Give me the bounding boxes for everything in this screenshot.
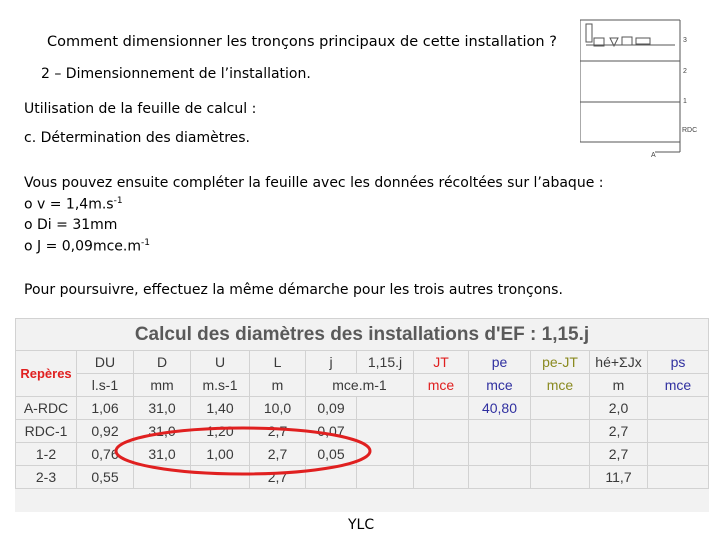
diameter-table xyxy=(15,318,709,489)
cell-ps xyxy=(648,466,709,489)
col-jt: JT xyxy=(414,351,469,374)
question-title: Comment dimensionner les tronçons principaux de cette installation ? xyxy=(47,34,557,50)
bullet-diameter: o Di = 31mm xyxy=(24,217,118,233)
table-row xyxy=(16,420,709,443)
cell-jt xyxy=(414,397,469,420)
intro-text: Vous pouvez ensuite compléter la feuille avec les données récoltées sur l’abaque : xyxy=(24,175,604,191)
cell-j115 xyxy=(357,420,414,443)
schematic-label-1: 1 xyxy=(683,98,687,105)
col-j: j xyxy=(306,351,357,374)
cell-du: 0,55 xyxy=(77,466,134,489)
col-pejt: pe-JT xyxy=(531,351,590,374)
cell-u xyxy=(191,466,250,489)
cell-du: 0,92 xyxy=(77,420,134,443)
cell-rep: RDC-1 xyxy=(16,420,77,443)
cell-hej: 2,7 xyxy=(590,443,648,466)
cell-j: 0,07 xyxy=(306,420,357,443)
col-j115: 1,15.j xyxy=(357,351,414,374)
unit-jt: mce xyxy=(414,374,469,397)
cell-ps xyxy=(648,443,709,466)
building-schematic xyxy=(580,18,700,162)
cell-du: 0,76 xyxy=(77,443,134,466)
cell-rep: A-RDC xyxy=(16,397,77,420)
table-unit-row xyxy=(16,374,709,397)
schematic-label-2: 2 xyxy=(683,68,687,75)
cell-pejt xyxy=(531,420,590,443)
cell-j xyxy=(306,466,357,489)
unit-pe: mce xyxy=(469,374,531,397)
determination-heading: c. Détermination des diamètres. xyxy=(24,130,250,146)
cell-u: 1,00 xyxy=(191,443,250,466)
table-row xyxy=(16,397,709,420)
cell-d xyxy=(134,466,191,489)
cell-u: 1,40 xyxy=(191,397,250,420)
cell-d: 31,0 xyxy=(134,443,191,466)
col-l: L xyxy=(250,351,306,374)
cell-l: 2,7 xyxy=(250,420,306,443)
continue-text: Pour poursuivre, effectuez la même démarche pour les trois autres tronçons. xyxy=(24,282,563,298)
table-header-row xyxy=(16,351,709,374)
cell-j115 xyxy=(357,466,414,489)
unit-u: m.s-1 xyxy=(191,374,250,397)
cell-pe: 40,80 xyxy=(469,397,531,420)
cell-jt xyxy=(414,420,469,443)
cell-d: 31,0 xyxy=(134,397,191,420)
calculation-sheet xyxy=(15,318,709,512)
cell-jt xyxy=(414,443,469,466)
col-reperes: Repères xyxy=(16,351,77,397)
schematic-label-a: A xyxy=(651,152,656,159)
cell-jt xyxy=(414,466,469,489)
cell-pe xyxy=(469,443,531,466)
table-title: Calcul des diamètres des installations d'EF : 1,15.j xyxy=(16,319,709,351)
cell-l: 10,0 xyxy=(250,397,306,420)
unit-du: l.s-1 xyxy=(77,374,134,397)
col-du: DU xyxy=(77,351,134,374)
cell-l: 2,7 xyxy=(250,466,306,489)
cell-rep: 1-2 xyxy=(16,443,77,466)
bullet-velocity: o $v = 1,4m.s^{-1}$ xyxy=(24,196,123,213)
cell-pejt xyxy=(531,397,590,420)
cell-ps xyxy=(648,420,709,443)
bullet-headloss: o $J = 0,09mce.m^{-1}$ xyxy=(24,238,150,255)
cell-u: 1,20 xyxy=(191,420,250,443)
cell-hej: 11,7 xyxy=(590,466,648,489)
table-row xyxy=(16,443,709,466)
footer-initials: YLC xyxy=(348,517,375,533)
cell-hej: 2,7 xyxy=(590,420,648,443)
cell-j: 0,05 xyxy=(306,443,357,466)
col-hej: hé+ΣJx xyxy=(590,351,648,374)
cell-d: 31,0 xyxy=(134,420,191,443)
col-u: U xyxy=(191,351,250,374)
cell-j115 xyxy=(357,443,414,466)
schematic-label-rdc: RDC xyxy=(682,127,698,134)
cell-hej: 2,0 xyxy=(590,397,648,420)
col-ps: ps xyxy=(648,351,709,374)
col-pe: pe xyxy=(469,351,531,374)
section-subtitle: 2 – Dimensionnement de l’installation. xyxy=(41,66,311,82)
table-row xyxy=(16,466,709,489)
cell-pe xyxy=(469,420,531,443)
unit-hej: m xyxy=(590,374,648,397)
cell-rep: 2-3 xyxy=(16,466,77,489)
unit-pejt: mce xyxy=(531,374,590,397)
unit-d: mm xyxy=(134,374,191,397)
unit-mcem: mce.m-1 xyxy=(306,374,414,397)
schematic-label-3: 3 xyxy=(683,37,687,44)
unit-ps: mce xyxy=(648,374,709,397)
cell-j115 xyxy=(357,397,414,420)
cell-du: 1,06 xyxy=(77,397,134,420)
utilisation-heading: Utilisation de la feuille de calcul : xyxy=(24,101,257,117)
cell-pejt xyxy=(531,466,590,489)
cell-pe xyxy=(469,466,531,489)
cell-ps xyxy=(648,397,709,420)
cell-pejt xyxy=(531,443,590,466)
cell-j: 0,09 xyxy=(306,397,357,420)
col-d: D xyxy=(134,351,191,374)
unit-l: m xyxy=(250,374,306,397)
cell-l: 2,7 xyxy=(250,443,306,466)
